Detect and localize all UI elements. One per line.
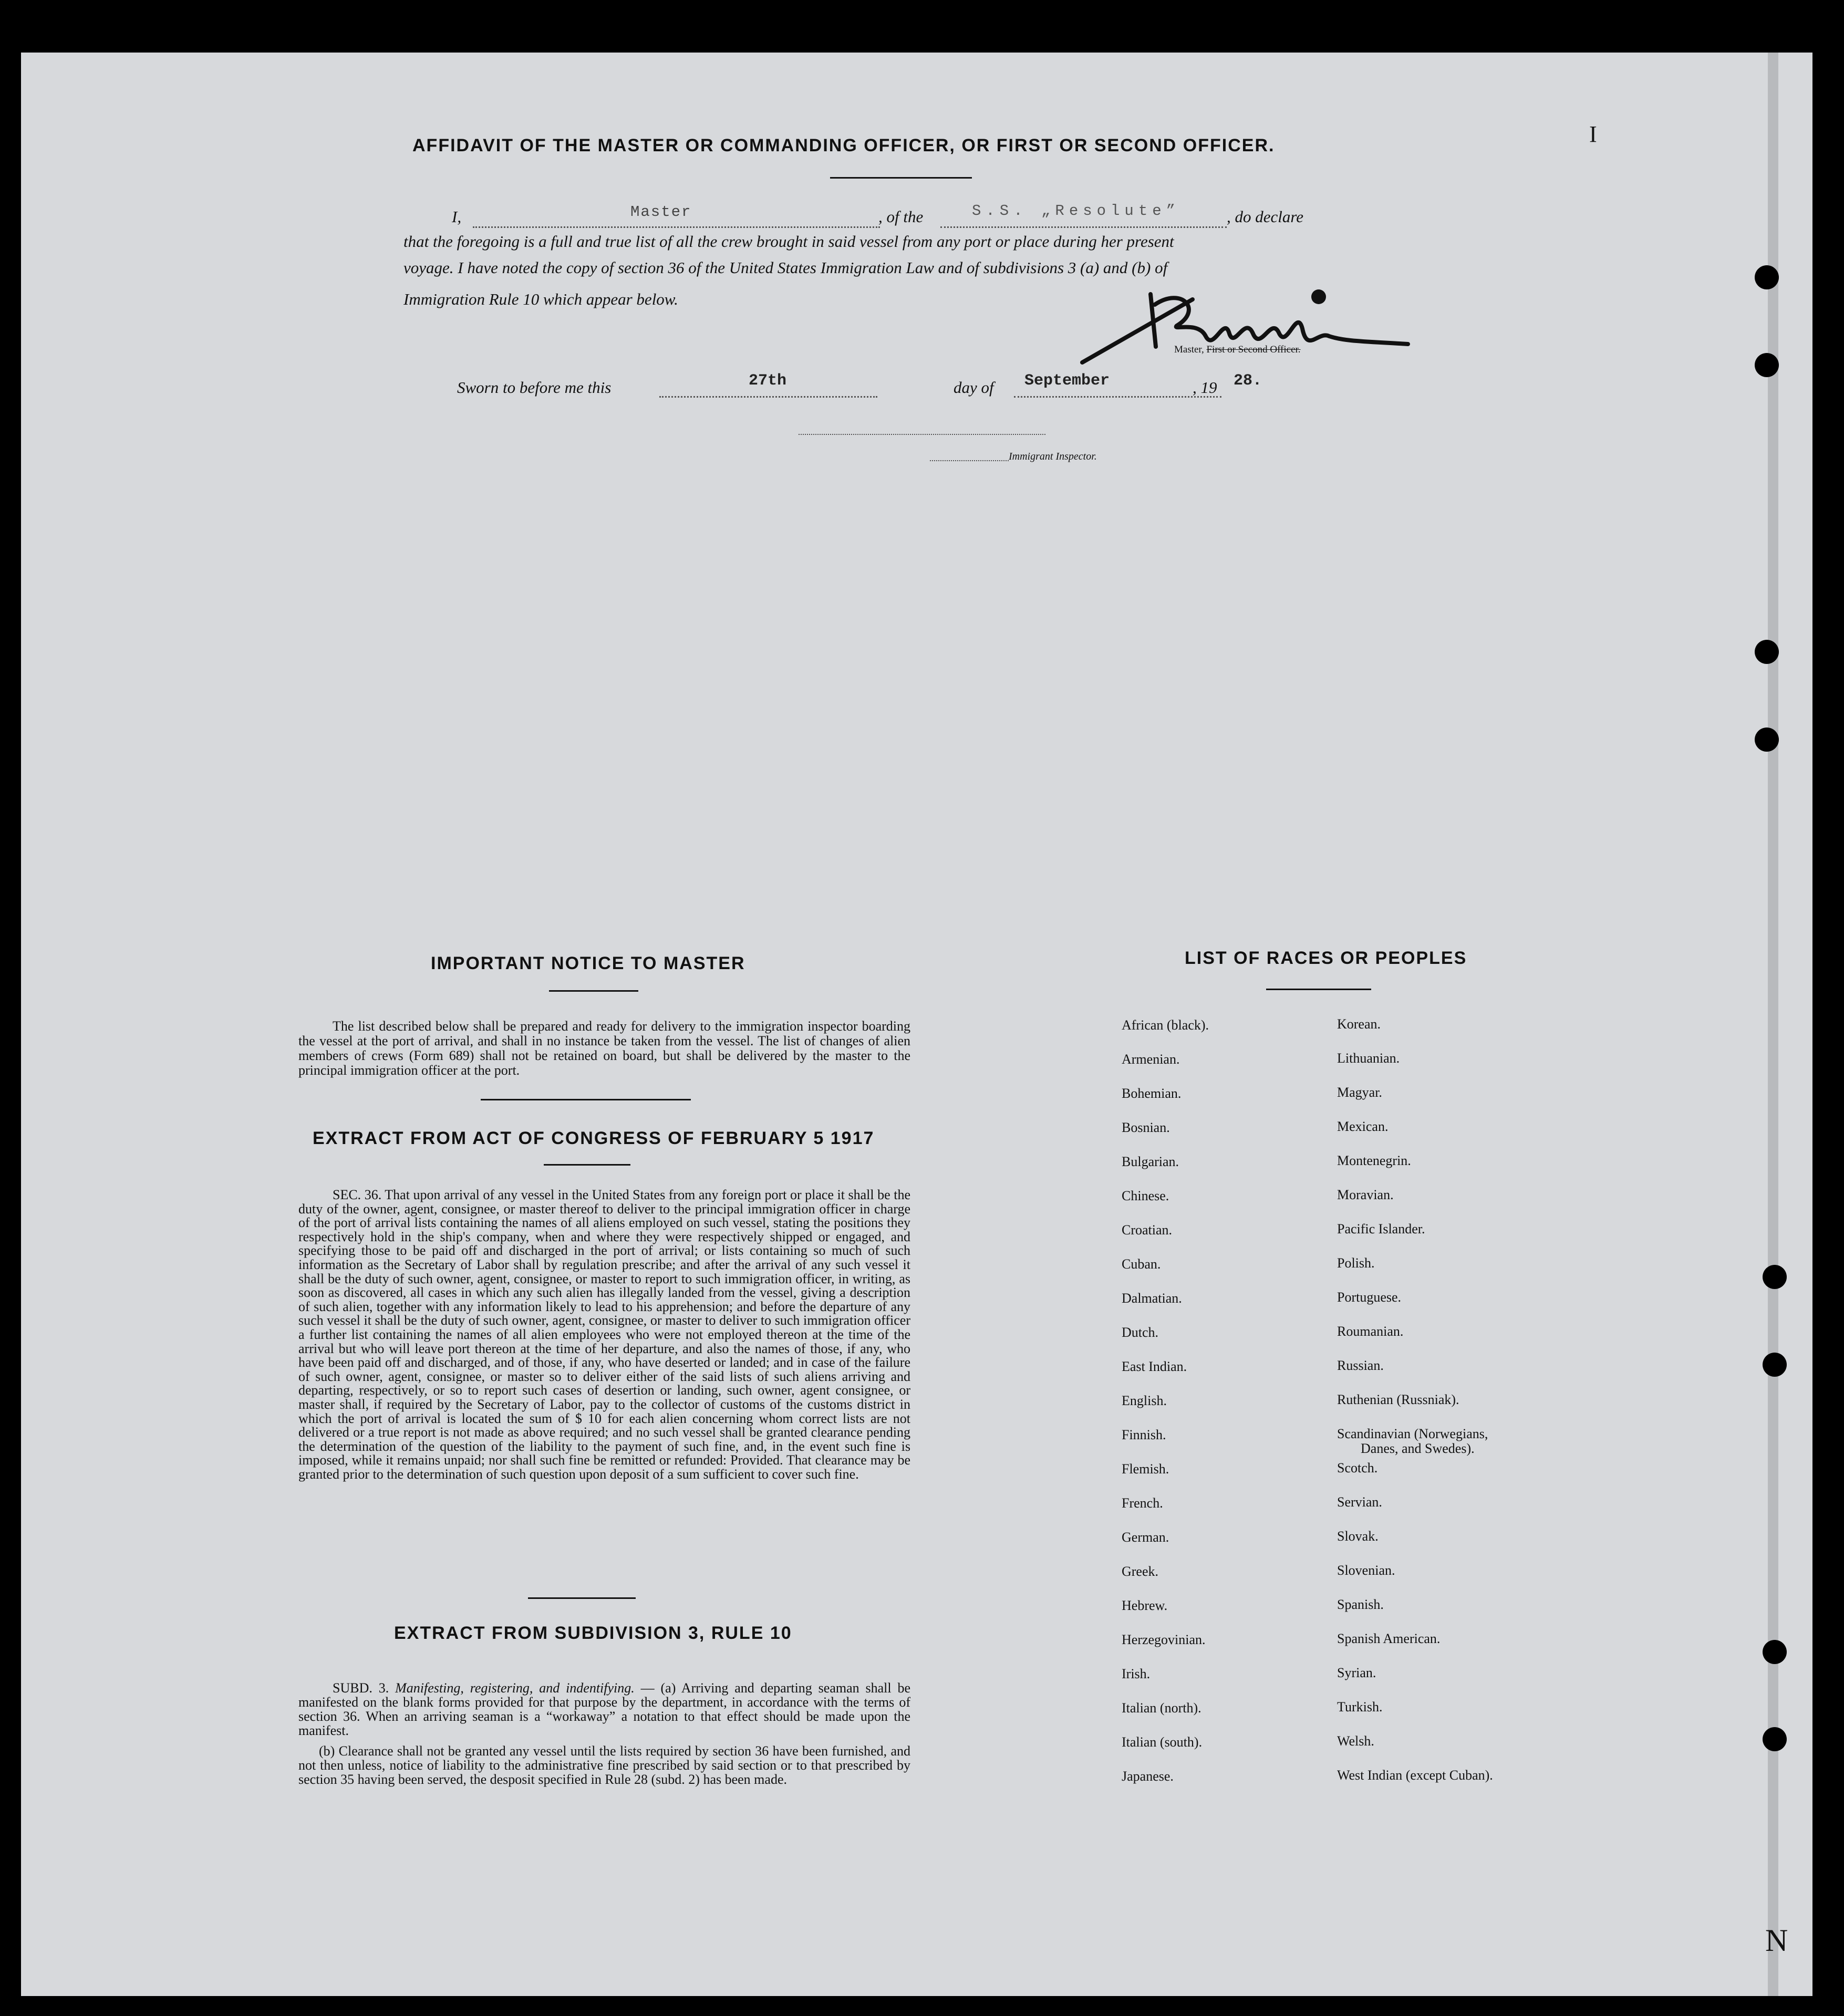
race-item: African (black).: [1122, 1017, 1209, 1033]
race-item: Herzegovinian.: [1122, 1632, 1206, 1647]
race-item: Flemish.: [1122, 1461, 1169, 1477]
binder-hole: [1763, 1353, 1787, 1377]
race-item: Roumanian.: [1337, 1324, 1404, 1339]
race-item: Bohemian.: [1122, 1086, 1182, 1101]
sworn-day: 27th: [749, 372, 787, 390]
act-title: EXTRACT FROM ACT OF CONGRESS OF FEBRUARY 5 1917: [313, 1128, 875, 1148]
binder-hole: [1755, 728, 1779, 752]
year-prefix: , 19: [1193, 378, 1217, 397]
race-item: Croatian.: [1122, 1222, 1173, 1238]
sworn-year: 28.: [1234, 372, 1262, 390]
race-item: Servian.: [1337, 1494, 1382, 1510]
race-item: Ruthenian (Russniak).: [1337, 1392, 1459, 1407]
race-item: French.: [1122, 1495, 1163, 1511]
affidavit-line2: that the foregoing is a full and true list of all the crew brought in said vessel from any port or place during her present: [403, 232, 1174, 251]
race-item: Syrian.: [1337, 1665, 1376, 1680]
race-item: Polish.: [1337, 1255, 1375, 1271]
notice-title: IMPORTANT NOTICE TO MASTER: [431, 953, 745, 973]
race-item: Finnish.: [1122, 1427, 1166, 1442]
subdivision-title: EXTRACT FROM SUBDIVISION 3, RULE 10: [394, 1623, 792, 1643]
binder-hole: [1763, 1640, 1787, 1664]
race-item: Hebrew.: [1122, 1598, 1168, 1613]
i-label: I,: [452, 207, 462, 226]
vessel-blank: [940, 226, 1227, 228]
rank-blank: [473, 226, 880, 228]
caption-struck-officer: First or Second Officer.: [1206, 344, 1301, 355]
officer-rank: Master: [630, 203, 692, 221]
race-item: Bosnian.: [1122, 1120, 1170, 1135]
act-rule: [544, 1164, 630, 1166]
race-item: Italian (north).: [1122, 1700, 1201, 1716]
subd-heading: Manifesting, registering, and indentifying.: [395, 1680, 635, 1696]
race-item: Italian (south).: [1122, 1734, 1203, 1750]
caption-master: Master,: [1174, 344, 1204, 355]
subdivision-para-b: (b) Clearance shall not be granted any vessel until the lists required by section 36 have been furnished, and not then unless, notice of liability to the administrative fine prescribed by said section or to that prescribed by section 35 having been served, the desposit specified in Rule 28 (subd. 2) has been made.: [298, 1743, 910, 1787]
race-item: Slovak.: [1337, 1529, 1379, 1544]
act-text: SEC. 36. That upon arrival of any vessel in the United States from any foreign port or place it shall be the duty of the owner, agent, consignee, or master thereof to deliver to the principal immigration officer in charge of the port of arrival lists containing the names of all aliens employed on such vessel, stating the positions they respectively hold in the ship's company, when and where they were respectively shipped or engaged, and specifying those to be paid off and discharged in the port of arrival; or lists containing so much of such information as the Secretary of Labor shall by regulation prescribe; and after the arrival of any such vessel it shall be the duty of such owner, agent, consignee, or master to report to such immigration officer, in writing, as soon as discovered, all cases in which any such alien has illegally landed from the vessel, giving a description of such alien, together with any information likely to lead to his apprehension; and before the departure of any such vessel it shall be the duty of such owner, agent, consignee, or master to deliver to such immigration officer a further list containing the names of all alien employees who were not employed thereon at the time of the arrival but who will leave port thereon at the time of her departure, and also the names of those, if any, who have been paid off and discharged, and of those, if any, who have deserted or landed; and in case of the failure of such owner, agent, consignee, or master so to deliver either of the said lists of such aliens arriving and departing, respectively, or so to report such cases of desertion or landing, such owner, agent consignee, or master shall, if required by the Secretary of Labor, pay to the collector of customs of the customs district in which the port of arrival is located the sum of $ 10 for each alien concerning whom correct lists are not delivered or a true report is not made as above required; and no such vessel shall be granted clearance pending the determination of the question of the liability to the payment of such fine, and, in the event such fine is imposed, while it remains unpaid; nor shall such fine be remitted or refunded: Provided. That clearance may be granted prior to the determination of such question upon deposit of a sum sufficient to cover such fine.: [298, 1187, 910, 1482]
notice-rule: [549, 990, 638, 992]
do-declare-label: , do declare: [1227, 207, 1304, 226]
race-item: Slovenian.: [1337, 1563, 1395, 1578]
margin-mark-bottom: N: [1765, 1923, 1788, 1958]
affidavit-line4: Immigration Rule 10 which appear below.: [403, 290, 678, 308]
document-sheet: [21, 53, 1812, 1996]
race-item: Spanish.: [1337, 1597, 1384, 1612]
race-item: Mexican.: [1337, 1119, 1389, 1134]
race-item: Welsh.: [1337, 1733, 1374, 1749]
binder-hole: [1755, 265, 1779, 289]
vessel-name: S.S. „Resolute”: [972, 202, 1180, 220]
race-item: Turkish.: [1337, 1699, 1383, 1714]
binder-hole: [1755, 353, 1779, 377]
affidavit-line1: [452, 202, 1413, 234]
sworn-month: September: [1024, 372, 1110, 390]
binder-hole: [1755, 640, 1779, 664]
race-item: Cuban.: [1122, 1256, 1161, 1272]
page-edge: [1768, 53, 1778, 1996]
race-item: Pacific Islander.: [1337, 1221, 1425, 1236]
subdivision-para-a: [298, 1681, 910, 1738]
race-item: Scotch.: [1337, 1460, 1378, 1475]
race-item: German.: [1122, 1530, 1169, 1545]
binder-hole: [1763, 1265, 1787, 1289]
race-item: Bulgarian.: [1122, 1154, 1179, 1169]
race-item: Korean.: [1337, 1016, 1381, 1032]
race-item: Scandinavian (Norwegians,: [1337, 1426, 1488, 1441]
subd-lead: SUBD. 3.: [333, 1680, 389, 1696]
races-title: LIST OF RACES OR PEOPLES: [1185, 948, 1467, 968]
race-item: Russian.: [1337, 1358, 1384, 1373]
day-of-label: day of: [954, 378, 994, 397]
notice-text: The list described below shall be prepared and ready for delivery to the immigration inspector boarding the vessel at the port of arrival, and shall in no instance be taken from the vessel. The list of changes of alien members of crews (Form 689) shall not be retained on board, but shall be delivered by the master to the principal immigration officer at the port.: [298, 1019, 910, 1078]
binder-hole: [1763, 1727, 1787, 1751]
race-item: East Indian.: [1122, 1359, 1187, 1374]
race-item: Irish.: [1122, 1666, 1151, 1681]
inspector-signature-blank: [799, 434, 1045, 435]
race-item: West Indian (except Cuban).: [1337, 1768, 1493, 1783]
race-item: Lithuanian.: [1337, 1051, 1400, 1066]
race-item: English.: [1122, 1393, 1167, 1408]
inspector-label: Immigrant Inspector.: [1009, 451, 1097, 462]
day-blank: [659, 396, 877, 398]
subd-text-a: — (a) Arriving and departing seaman shall be manifested on the blank forms provided for that purpose by the department, in accordance with the terms of section 36. When an arriving seaman is a “workaway” a notation to that effect should be made upon the manifest.: [298, 1680, 911, 1738]
race-item: Danes, and Swedes).: [1361, 1441, 1475, 1456]
act-divider: [528, 1597, 636, 1599]
race-item: Japanese.: [1122, 1769, 1174, 1784]
race-item: Dalmatian.: [1122, 1291, 1182, 1306]
race-item: Greek.: [1122, 1564, 1159, 1579]
race-item: Dutch.: [1122, 1325, 1159, 1340]
signature-caption: [1174, 344, 1301, 356]
margin-mark-top: I: [1589, 121, 1597, 147]
of-the-label: , of the: [878, 207, 924, 226]
race-item: Chinese.: [1122, 1188, 1169, 1203]
race-item: Spanish American.: [1337, 1631, 1441, 1646]
race-item: Moravian.: [1337, 1187, 1394, 1202]
race-item: Magyar.: [1337, 1085, 1382, 1100]
race-item: Armenian.: [1122, 1052, 1180, 1067]
inspector-title-blank: [930, 460, 1009, 461]
race-item: Montenegrin.: [1337, 1153, 1411, 1168]
notice-divider: [481, 1099, 691, 1100]
title-rule: [830, 177, 972, 179]
month-blank: [1014, 396, 1221, 398]
races-rule: [1266, 989, 1371, 990]
sworn-line: [457, 372, 1287, 404]
sworn-label: Sworn to before me this: [457, 378, 612, 397]
affidavit-title: AFFIDAVIT OF THE MASTER OR COMMANDING OFFICER, OR FIRST OR SECOND OFFICER.: [412, 136, 1275, 155]
race-item: Portuguese.: [1337, 1290, 1402, 1305]
affidavit-line3: voyage. I have noted the copy of section 36 of the United States Immigration Law and of subdivisions 3 (a) and (b) of: [403, 258, 1168, 277]
